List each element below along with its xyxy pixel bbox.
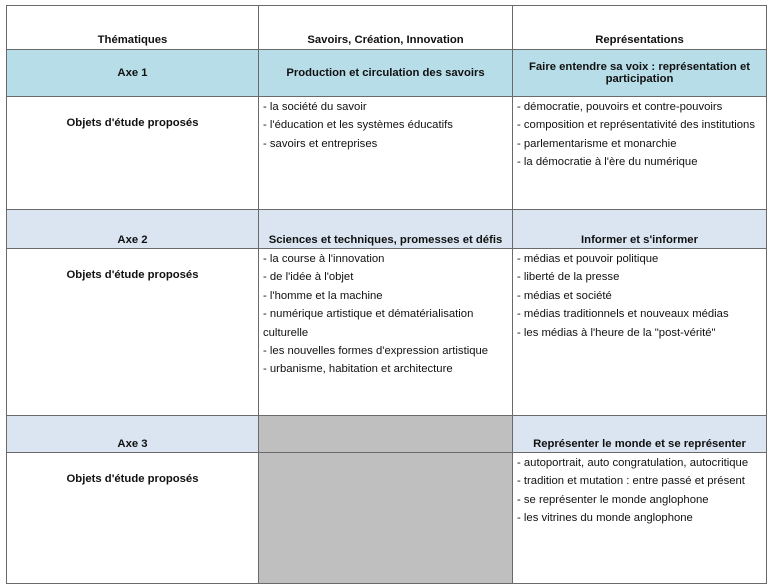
header-thematiques: Thématiques bbox=[7, 6, 259, 50]
axe-1-row bbox=[7, 50, 767, 97]
list-item: - médias et société bbox=[517, 289, 612, 302]
axe-1-theme-savoirs: Production et circulation des savoirs bbox=[259, 50, 513, 97]
axe-2-label: Axe 2 bbox=[7, 210, 259, 249]
list-item: - parlementarisme et monarchie bbox=[517, 137, 677, 150]
list-item: - les nouvelles formes d'expression artistique bbox=[263, 345, 489, 358]
axe-3-theme-representations: Représenter le monde et se représenter bbox=[513, 416, 767, 453]
list-item: - médias et pouvoir politique bbox=[517, 253, 659, 265]
axe-2-theme-savoirs: Sciences et techniques, promesses et défis bbox=[259, 210, 513, 249]
list-item: - autoportrait, auto congratulation, autocritique bbox=[517, 457, 749, 469]
axe-2-savoirs-list bbox=[259, 249, 513, 416]
list-item: - démocratie, pouvoirs et contre-pouvoirs bbox=[517, 101, 723, 113]
axe-3-label: Axe 3 bbox=[7, 416, 259, 453]
themes-table bbox=[6, 5, 767, 584]
axe-1-objects-row bbox=[7, 97, 767, 210]
axe-2-representations-list bbox=[513, 249, 767, 416]
list-item: - tradition et mutation : entre passé et présent bbox=[517, 475, 745, 488]
axe-2-theme-representations: Informer et s'informer bbox=[513, 210, 767, 249]
axe-3-representations-list bbox=[513, 453, 767, 584]
axe-1-theme-representations: Faire entendre sa voix : représentation et participation bbox=[513, 50, 767, 97]
list-item: - médias traditionnels et nouveaux médias bbox=[517, 308, 729, 321]
list-item: - de l'idée à l'objet bbox=[263, 271, 354, 284]
axe-1-representations-list bbox=[513, 97, 767, 210]
axe-1-label: Axe 1 bbox=[7, 50, 259, 97]
header-row bbox=[7, 6, 767, 50]
list-item: - l'homme et la machine bbox=[263, 289, 383, 302]
list-item: - se représenter le monde anglophone bbox=[517, 493, 709, 506]
list-item: - savoirs et entreprises bbox=[263, 137, 378, 150]
list-item: - composition et représentativité des institutions bbox=[517, 119, 755, 132]
list-item: - urbanisme, habitation et architecture bbox=[263, 363, 453, 376]
list-item: - les vitrines du monde anglophone bbox=[517, 512, 693, 525]
list-item: - la démocratie à l'ère du numérique bbox=[517, 156, 698, 169]
axe-3-objects-label: Objets d'étude proposés bbox=[7, 453, 259, 584]
axe-3-empty-list-cell bbox=[259, 453, 513, 584]
axe-1-objects-label: Objets d'étude proposés bbox=[7, 97, 259, 210]
axe-2-row bbox=[7, 210, 767, 249]
list-item: - la société du savoir bbox=[263, 101, 367, 113]
axe-3-empty-cell bbox=[259, 416, 513, 453]
list-item: - les médias à l'heure de la "post-vérité" bbox=[517, 326, 716, 339]
axe-2-objects-label: Objets d'étude proposés bbox=[7, 249, 259, 416]
axe-1-savoirs-list bbox=[259, 97, 513, 210]
axe-3-objects-row bbox=[7, 453, 767, 584]
list-item: - liberté de la presse bbox=[517, 271, 620, 284]
axe-2-objects-row bbox=[7, 249, 767, 416]
header-savoirs: Savoirs, Création, Innovation bbox=[259, 6, 513, 50]
list-item: - l'éducation et les systèmes éducatifs bbox=[263, 119, 453, 132]
header-representations: Représentations bbox=[513, 6, 767, 50]
list-item: - la course à l'innovation bbox=[263, 253, 385, 265]
list-item: - numérique artistique et dématérialisation culturelle bbox=[263, 308, 474, 339]
axe-3-row bbox=[7, 416, 767, 453]
